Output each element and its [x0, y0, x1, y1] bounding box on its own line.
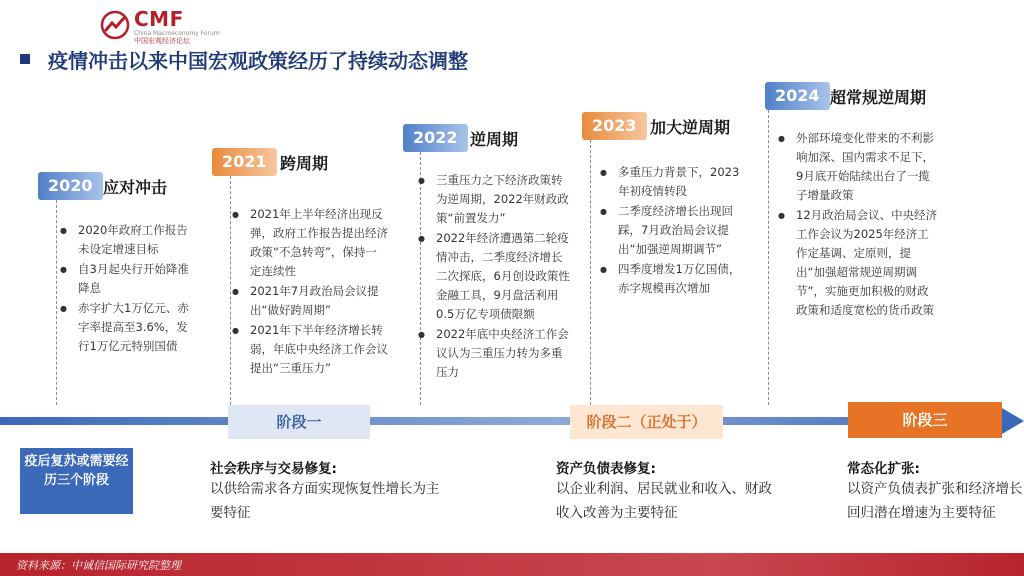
phase-name-2023: 加大逆周期: [650, 118, 731, 137]
stage-one-label: 阶段一: [228, 405, 370, 439]
list-item: ● 2021年7月政治局会议提出“做好跨周期”: [232, 282, 388, 320]
phase-name-2021: 跨周期: [280, 154, 329, 173]
stage-three-title: 常态化扩张:: [847, 461, 920, 477]
bullet-list-2022: [418, 171, 570, 383]
year-tag-2020: 2020: [38, 172, 103, 200]
list-item: ● 2022年经济遭遇第二轮疫情冲击，二季度经济增长二次探底，6月创设政策性金融工具，9月盘活利用0.5万亿专项债限额: [418, 229, 570, 324]
title-marker: [20, 54, 30, 64]
stage-two-title: 资产负债表修复:: [556, 461, 656, 477]
cmf-logo: [100, 6, 220, 45]
list-item: ● 四季度增发1万亿国债，赤字规模再次增加: [600, 260, 742, 298]
year-tag-2021: 2021: [212, 148, 277, 176]
source-note: 资料来源：中诚信国际研究院整理: [16, 559, 181, 572]
list-item: ● 2021年上半年经济出现反弹，政府工作报告提出经济政策“不急转弯”，保持一定连续性: [232, 205, 388, 281]
stage-two-label: 阶段二（正处于）: [570, 405, 723, 439]
list-item: ● 2022年底中央经济工作会议认为三重压力转为多重压力: [418, 325, 570, 382]
stage-three-label: 阶段三: [848, 402, 1002, 438]
list-item: ● 2021年下半年经济增长转弱，年底中央经济工作会议提出“三重压力”: [232, 321, 388, 378]
list-item: ● 赤字扩大1万亿元、赤字率提高至3.6%，发行1万亿元特别国债: [60, 299, 196, 356]
timeline-connector: [768, 110, 769, 405]
list-item: ● 多重压力背景下，2023年初疫情转段: [600, 163, 742, 201]
bullet-list-2024: [778, 129, 938, 321]
bullet-list-2023: [600, 163, 742, 299]
stage-three-text: 以资产负债表扩张和经济增长回归潜在增速为主要特征: [847, 481, 1023, 521]
year-tag-2023: 2023: [582, 112, 647, 140]
stage-two-text: 以企业利润、居民就业和收入、财政收入改善为主要特征: [556, 481, 772, 521]
list-item: ● 2020年政府工作报告未设定增速目标: [60, 221, 196, 259]
logo-text: CMF: [134, 7, 184, 31]
list-item: ● 外部环境变化带来的不利影响加深、国内需求不足下，9月底开始陆续出台了一揽子增量政策: [778, 129, 938, 205]
page-title: 疫情冲击以来中国宏观政策经历了持续动态调整: [48, 49, 468, 73]
phase-name-2020: 应对冲击: [103, 178, 168, 197]
phase-name-2022: 逆周期: [470, 130, 519, 149]
list-item: ● 三重压力之下经济政策转为逆周期，2022年财政政策“前置发力”: [418, 171, 570, 228]
phase-name-2024: 超常规逆周期: [830, 88, 927, 107]
logo-subtitle: China Macroeconomy Forum: [134, 30, 220, 37]
timeline-connector: [56, 200, 57, 405]
timeline-connector: [230, 176, 231, 405]
year-tag-2024: 2024: [765, 82, 830, 110]
bullet-list-2021: [232, 205, 388, 379]
year-tag-2022: 2022: [403, 124, 468, 152]
footer-bar: [0, 553, 1024, 576]
list-item: ● 12月政治局会议、中央经济工作会议为2025年经济工作定基调、定原则，提出“加强超常规逆周期调节”，实施更加积极的财政政策和适度宽松的货币政策: [778, 206, 938, 320]
logo-mark-icon: [100, 10, 130, 40]
list-item: ● 自3月起央行开始降准降息: [60, 260, 196, 298]
stage-one-text: 以供给需求各方面实现恢复性增长为主要特征: [210, 481, 440, 521]
list-item: ● 二季度经济增长出现回踩，7月政治局会议提出“加强逆周期调节”: [600, 202, 742, 259]
stage-one-title: 社会秩序与交易修复:: [210, 461, 337, 477]
bullet-list-2020: [60, 221, 196, 357]
stages-note-box: 疫后复苏或需要经历三个阶段: [20, 448, 133, 514]
timeline-connector: [590, 140, 591, 405]
logo-cn: 中国宏观经济论坛: [134, 37, 190, 45]
